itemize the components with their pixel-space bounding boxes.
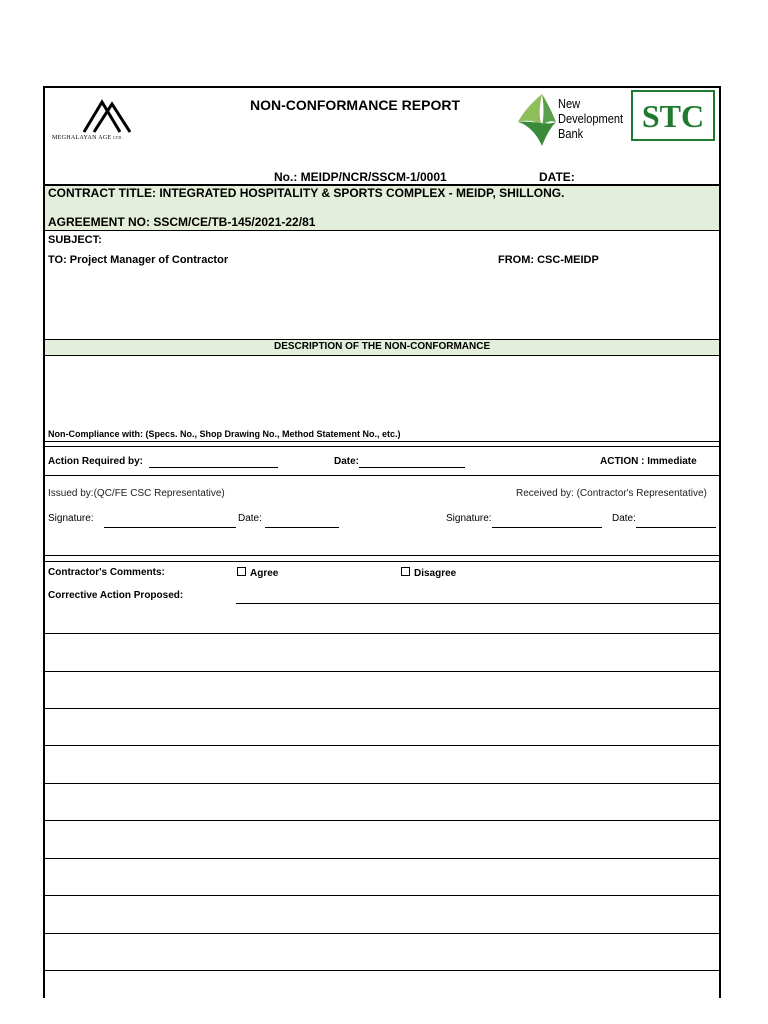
comment-line[interactable] <box>43 933 721 934</box>
receiver-date-field[interactable] <box>636 527 716 528</box>
ndb-emblem-icon <box>512 90 560 150</box>
disagree-option[interactable] <box>401 567 456 579</box>
action-required-label: Action Required by: <box>48 456 144 467</box>
non-compliance-text: Non-Compliance with: (Specs. No., Shop Drawing No., Method Statement No., etc.) <box>48 429 401 439</box>
contractor-comments-label: Contractor's Comments: <box>48 567 165 578</box>
agree-label: Agree <box>250 568 279 579</box>
ndb-line-1: New <box>558 96 581 111</box>
logo-left-sub: LTD. <box>113 135 123 140</box>
ndb-logo <box>512 90 630 150</box>
divider <box>43 446 721 447</box>
comment-line[interactable] <box>43 895 721 896</box>
logo-left-text: MEGHALAYAN AGE <box>52 135 112 141</box>
comment-line[interactable] <box>43 783 721 784</box>
issued-by-label: Issued by:(QC/FE CSC Representative) <box>48 488 225 499</box>
divider <box>43 475 721 476</box>
divider <box>43 561 721 562</box>
agree-option[interactable] <box>237 567 278 579</box>
receiver-signature-field[interactable] <box>492 527 602 528</box>
action-date-label: Date: <box>334 456 360 467</box>
receiver-signature-label: Signature: <box>446 513 492 524</box>
stc-logo-text: STC <box>641 98 705 134</box>
comment-line[interactable] <box>43 633 721 634</box>
ndb-line-2: Development <box>558 111 624 126</box>
comment-line[interactable] <box>43 745 721 746</box>
from-line: FROM: CSC-MEIDP <box>498 254 599 266</box>
issuer-date-label: Date: <box>238 513 262 524</box>
meghalayan-age-logo <box>50 94 160 146</box>
subject-label: SUBJECT: <box>48 234 102 246</box>
comment-line[interactable] <box>43 820 721 821</box>
action-date-field[interactable] <box>359 467 465 468</box>
ndb-line-3: Bank <box>558 126 584 141</box>
stc-logo <box>631 90 715 141</box>
corrective-action-field[interactable] <box>236 603 721 604</box>
action-immediate: ACTION : Immediate <box>600 456 697 467</box>
received-by-label: Received by: (Contractor's Representative) <box>516 488 707 499</box>
contract-title: CONTRACT TITLE: INTEGRATED HOSPITALITY & SPORTS COMPLEX - MEIDP, SHILLONG. <box>48 186 565 200</box>
action-required-field[interactable] <box>149 467 278 468</box>
mountain-logo-icon <box>50 94 160 136</box>
corrective-action-label: Corrective Action Proposed: <box>48 590 184 601</box>
issuer-signature-field[interactable] <box>104 527 236 528</box>
description-heading: DESCRIPTION OF THE NON-CONFORMANCE <box>274 341 491 352</box>
report-title: NON-CONFORMANCE REPORT <box>250 97 460 113</box>
disagree-label: Disagree <box>414 568 457 579</box>
agree-checkbox[interactable] <box>237 567 246 576</box>
divider <box>43 441 721 442</box>
report-date-label: DATE: <box>539 170 575 184</box>
issuer-signature-label: Signature: <box>48 513 94 524</box>
disagree-checkbox[interactable] <box>401 567 410 576</box>
report-number: No.: MEIDP/NCR/SSCM-1/0001 <box>274 170 447 184</box>
to-line: TO: Project Manager of Contractor <box>48 254 229 266</box>
comment-line[interactable] <box>43 708 721 709</box>
comment-line[interactable] <box>43 671 721 672</box>
divider <box>43 355 721 356</box>
receiver-date-label: Date: <box>612 513 636 524</box>
agreement-number: AGREEMENT NO: SSCM/CE/TB-145/2021-22/81 <box>48 215 316 229</box>
issuer-date-field[interactable] <box>265 527 339 528</box>
divider <box>43 555 721 556</box>
comment-line[interactable] <box>43 970 721 971</box>
comment-line[interactable] <box>43 858 721 859</box>
divider <box>43 230 721 231</box>
